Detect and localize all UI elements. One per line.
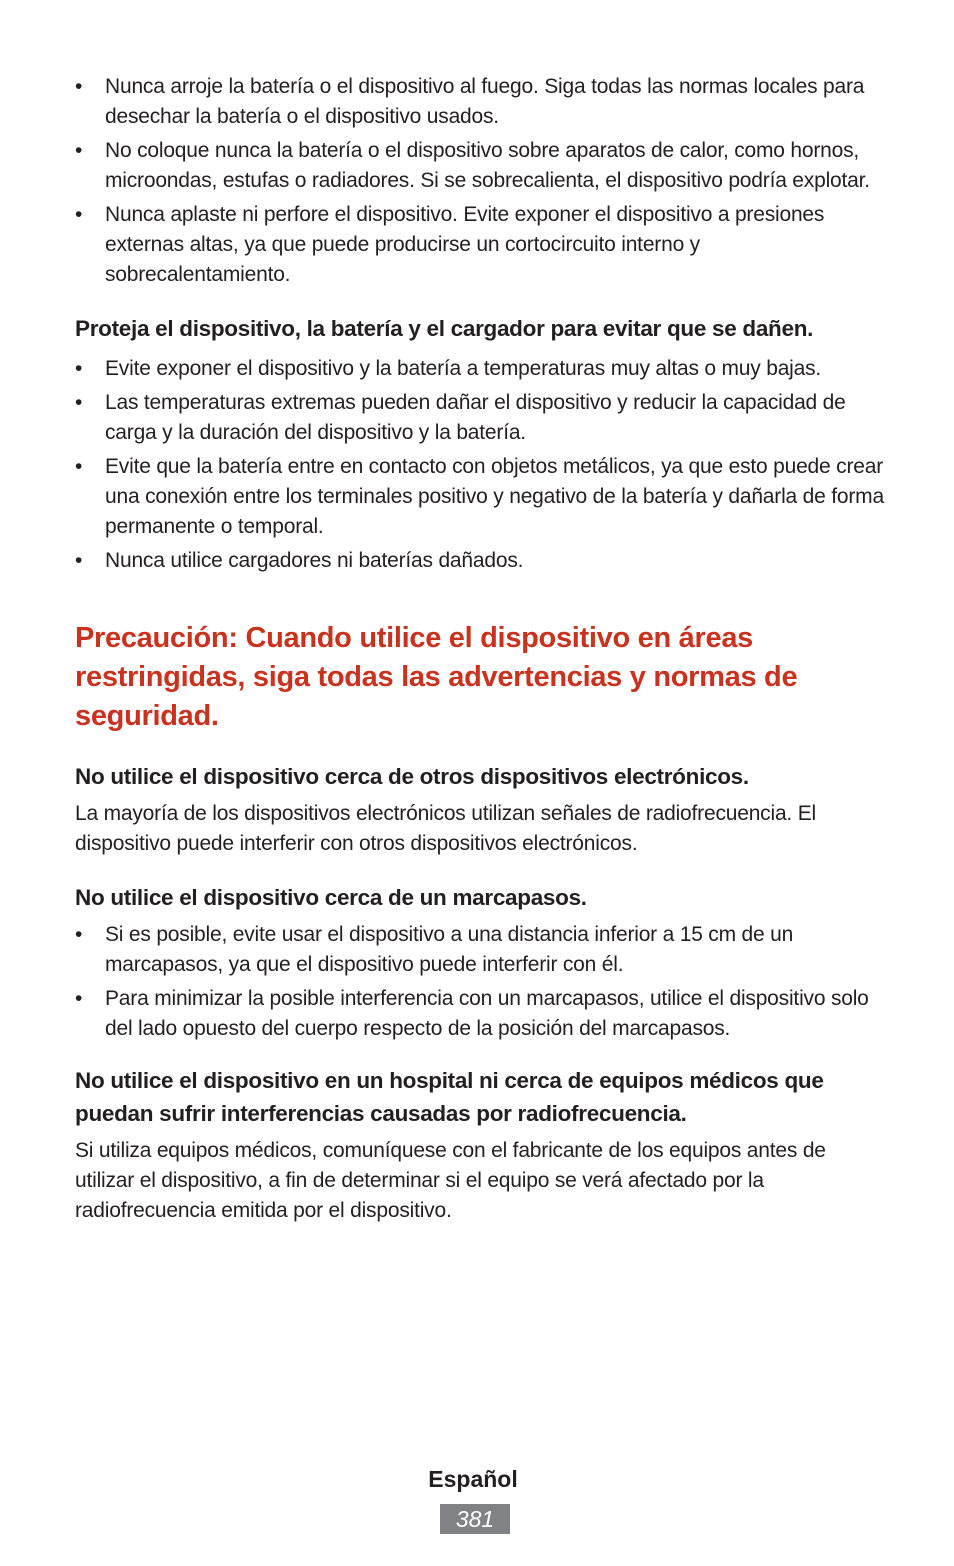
list-item: • No coloque nunca la batería o el dispositivo sobre aparatos de calor, como hornos, microondas, estufas o radiadores. Si se sobrecalienta, el dispositivo podría explotar.: [75, 136, 885, 196]
list-item: • Nunca utilice cargadores ni baterías dañados.: [75, 546, 885, 576]
list-item: • Evite que la batería entre en contacto con objetos metálicos, ya que esto puede crear una conexión entre los terminales positivo y negativo de la batería y dañarla de forma permanente o temporal.: [75, 452, 885, 542]
electronics-heading: No utilice el dispositivo cerca de otros dispositivos electrónicos.: [75, 764, 749, 789]
protect-bullet-list: [75, 354, 885, 576]
electronics-text: La mayoría de los dispositivos electrónicos utilizan señales de radiofrecuencia. El dispositivo puede interferir con otros dispositivos electrónicos.: [75, 802, 816, 855]
list-item: • Nunca arroje la batería o el dispositivo al fuego. Siga todas las normas locales para desechar la batería o el dispositivo usados.: [75, 72, 885, 132]
list-item: • Si es posible, evite usar el dispositivo a una distancia inferior a 15 cm de un marcapasos, ya que el dispositivo puede interferir con él.: [75, 920, 885, 980]
intro-bullet-list: [75, 72, 885, 290]
footer-language: Español: [428, 1466, 518, 1492]
pacemaker-heading: No utilice el dispositivo cerca de un marcapasos.: [75, 885, 587, 910]
protect-heading: Proteja el dispositivo, la batería y el cargador para evitar que se dañen.: [75, 316, 814, 341]
caution-section-title: Precaución: Cuando utilice el dispositivo en áreas restringidas, siga todas las advertencias y normas de seguridad.: [75, 622, 798, 732]
pacemaker-bullet-list: [75, 920, 885, 1044]
hospital-heading: No utilice el dispositivo en un hospital ni cerca de equipos médicos que puedan sufrir interferencias causadas por radiofrecuencia.: [75, 1068, 824, 1126]
page-content: [75, 72, 885, 1226]
list-item: • Nunca aplaste ni perfore el dispositivo. Evite exponer el dispositivo a presiones externas altas, ya que puede producirse un cortocircuito interno y sobrecalentamiento.: [75, 200, 885, 290]
list-item: • Para minimizar la posible interferencia con un marcapasos, utilice el dispositivo solo del lado opuesto del cuerpo respecto de la posición del marcapasos.: [75, 984, 885, 1044]
list-item: • Las temperaturas extremas pueden dañar el dispositivo y reducir la capacidad de carga y la duración del dispositivo y la batería.: [75, 388, 885, 448]
page-number-badge: 381: [440, 1504, 510, 1534]
hospital-text: Si utiliza equipos médicos, comuníquese con el fabricante de los equipos antes de utilizar el dispositivo, a fin de determinar si el equipo se verá afectado por la radiofrecuencia emitida por el dispositivo.: [75, 1139, 826, 1222]
list-item: • Evite exponer el dispositivo y la batería a temperaturas muy altas o muy bajas.: [75, 354, 885, 384]
